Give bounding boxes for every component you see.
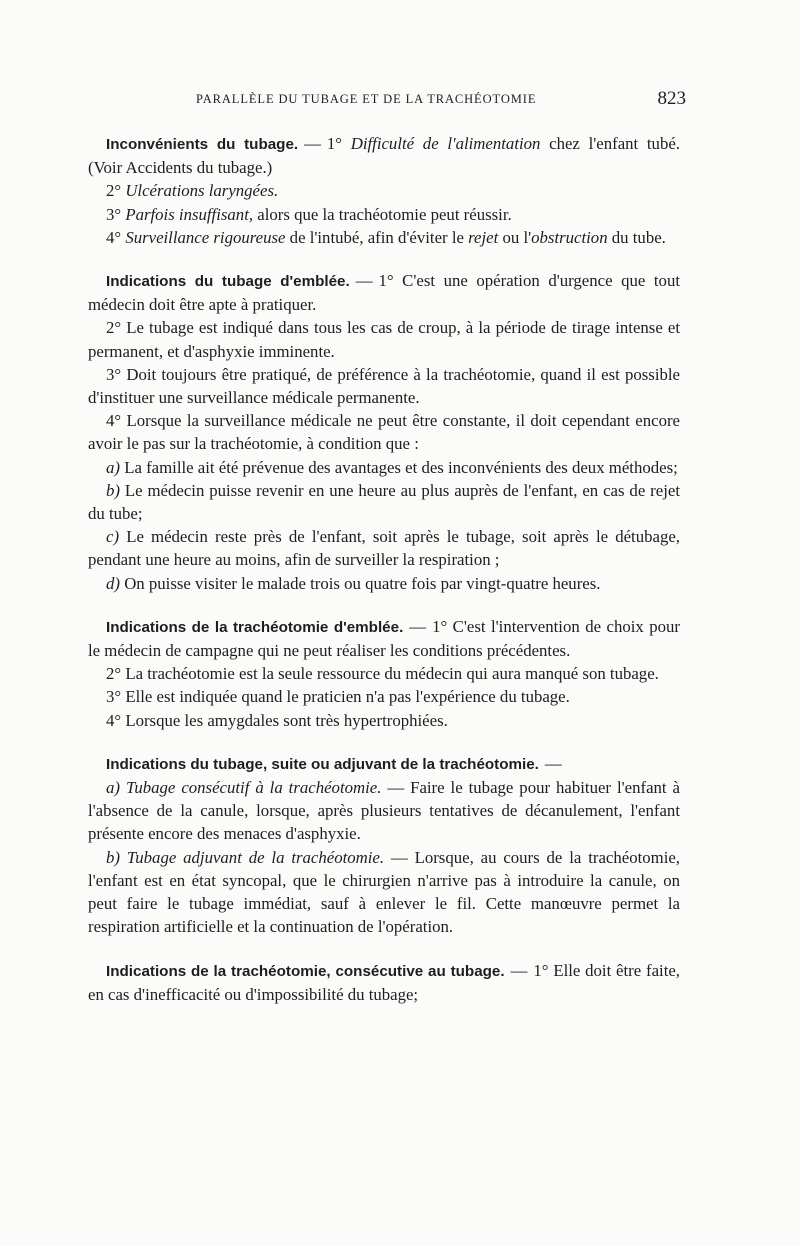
list-item: 2° Ulcérations laryngées. xyxy=(106,181,279,201)
list-item: a) Tubage consécutif à la trachéotomie. — Faire le tubage pour habituer l'enfant à l'absence de la canule, lorsque, après plusieurs tentatives de décanulement, l'enfant présente encore des menaces d'asphyxie. xyxy=(88,778,680,844)
section-heading: Inconvénients du tubage. xyxy=(106,136,299,153)
list-item: 3° Doit toujours être pratiqué, de préférence à la trachéotomie, quand il est possible d'instituer une surveillance médicale permanente. xyxy=(88,364,680,408)
list-item: 3° Parfois insuffisant, alors que la trachéotomie peut réussir. xyxy=(106,204,512,224)
paragraph: Indications de la trachéotomie, consécutive au tubage. — 1° Elle doit être faite, en cas d'inefficacité ou d'impossibilité du tubage; xyxy=(88,960,680,1004)
list-item: 2° Le tubage est indiqué dans tous les cas de croup, à la période de tirage intense et permanent, et d'asphyxie imminente. xyxy=(88,318,681,361)
section-tracheotomie-emblee xyxy=(88,615,680,732)
section-heading: Indications de la trachéotomie d'emblée. xyxy=(106,618,404,636)
list-item: 4° Lorsque les amygdales sont très hypertrophiées. xyxy=(106,710,448,730)
list-item: a) La famille ait été prévenue des avantages et des inconvénients des deux méthodes; xyxy=(106,457,678,477)
list-item: 3° Elle est indiquée quand le praticien n'a pas l'expérience du tubage. xyxy=(106,687,570,707)
section-tubage-emblee xyxy=(88,269,680,595)
list-item: 4° Lorsque la surveillance médicale ne peut être constante, il doit cependant encore avoir le pas sur la trachéotomie, à condition que : xyxy=(88,411,680,454)
section-inconvenients xyxy=(88,132,680,249)
running-title: PARALLÈLE DU TUBAGE ET DE LA TRACHÉOTOMIE xyxy=(196,92,537,106)
list-item: 4° Surveillance rigoureuse de l'intubé, afin d'éviter le rejet ou l'obstruction du tube. xyxy=(106,227,666,247)
body-text xyxy=(88,132,680,1006)
section-tubage-suite xyxy=(88,752,680,939)
section-heading: Indications de la trachéotomie, consécutive au tubage. xyxy=(106,962,505,980)
paragraph: Indications du tubage d'emblée. — 1° C'est une opération d'urgence que tout médecin doit être apte à pratiquer. xyxy=(88,271,680,315)
paragraph: Inconvénients du tubage. — 1° Difficulté de l'alimentation chez l'enfant tubé. (Voir Accidents du tubage.) xyxy=(88,134,680,178)
list-item: b) Le médecin puisse revenir en une heure au plus auprès de l'enfant, en cas de rejet du tube; xyxy=(88,480,680,524)
page-number: 823 xyxy=(657,88,686,109)
section-tracheotomie-consecutive xyxy=(88,959,680,1006)
list-item: b) Tubage adjuvant de la trachéotomie. — Lorsque, au cours de la trachéotomie, l'enfant est en état syncopal, que le chirurgien n'arrive pas à introduire la canule, on peut faire le tubage immédiat, sauf à enlever le fil. Cette manœuvre permet la respiration artificielle et la continuation de l'opération. xyxy=(88,847,680,937)
list-item: d) On puisse visiter le malade trois ou quatre fois par vingt-quatre heures. xyxy=(106,573,601,593)
paragraph: Indications du tubage, suite ou adjuvant de la trachéotomie. — xyxy=(106,753,562,773)
paragraph: Indications de la trachéotomie d'emblée. — 1° C'est l'intervention de choix pour le médecin de campagne qui ne peut réaliser les conditions précédentes. xyxy=(88,616,680,661)
section-heading: Indications du tubage, suite ou adjuvant de la trachéotomie. xyxy=(106,755,539,773)
list-item: 2° La trachéotomie est la seule ressource du médecin qui aura manqué son tubage. xyxy=(106,664,659,684)
list-item: c) Le médecin reste près de l'enfant, soit après le tubage, soit après le détubage, pendant une heure au moins, afin de surveiller la respiration ; xyxy=(88,527,680,570)
section-heading: Indications du tubage d'emblée. xyxy=(106,273,350,291)
